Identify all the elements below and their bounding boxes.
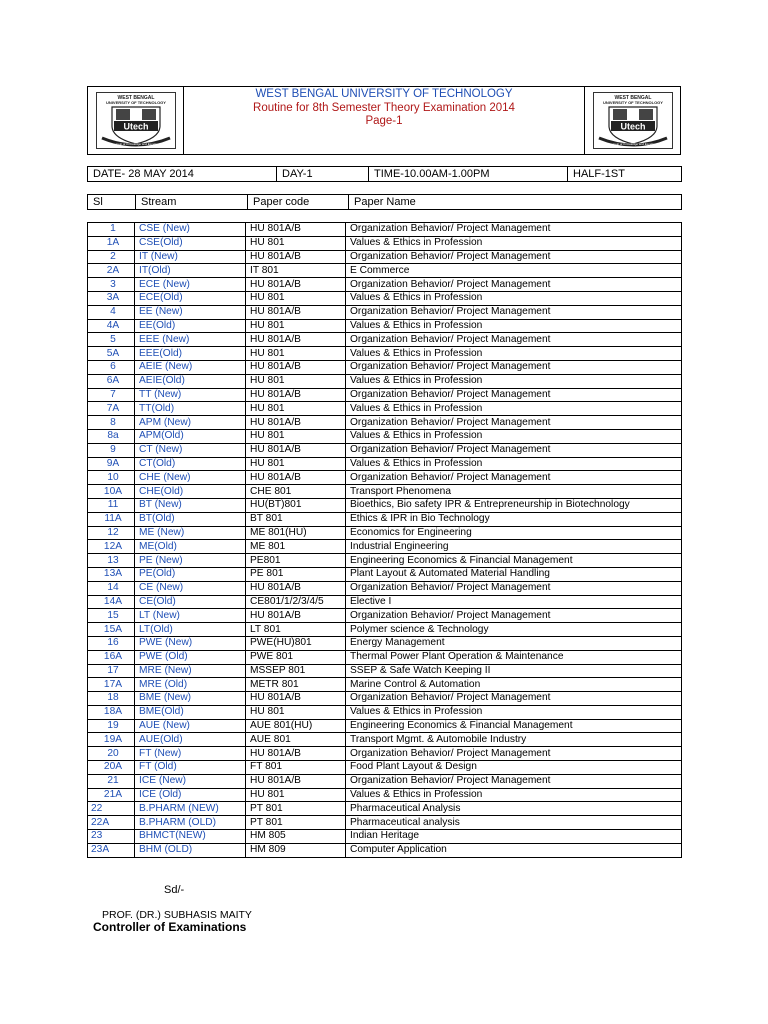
row-paper-name-cell: Transport Mgmt. & Automobile Industry bbox=[346, 733, 682, 747]
row-paper-code-cell: MSSEP 801 bbox=[246, 664, 346, 678]
row-paper-name-cell: Organization Behavior/ Project Management bbox=[346, 443, 682, 457]
row-stream-cell: IT(Old) bbox=[135, 264, 246, 278]
exam-date: DATE- 28 MAY 2014 bbox=[88, 167, 277, 182]
row-sl-cell: 20 bbox=[88, 747, 135, 761]
column-header-table bbox=[87, 194, 682, 210]
table-row bbox=[88, 291, 682, 305]
row-paper-name-cell: Plant Layout & Automated Material Handling bbox=[346, 567, 682, 581]
row-paper-name-cell: Values & Ethics in Profession bbox=[346, 236, 682, 250]
row-paper-code-cell: FT 801 bbox=[246, 761, 346, 775]
table-row bbox=[88, 388, 682, 402]
row-sl-cell: 23 bbox=[88, 830, 135, 844]
row-sl-cell: 18A bbox=[88, 705, 135, 719]
row-paper-name-cell: Organization Behavior/ Project Management bbox=[346, 278, 682, 292]
row-stream-cell: PE(Old) bbox=[135, 567, 246, 581]
row-sl-cell: 2 bbox=[88, 250, 135, 264]
row-stream-cell: CHE(Old) bbox=[135, 485, 246, 499]
row-stream-cell: PWE (Old) bbox=[135, 650, 246, 664]
row-paper-code-cell: HU 801A/B bbox=[246, 471, 346, 485]
schedule-table bbox=[87, 222, 682, 858]
row-stream-cell: AUE (New) bbox=[135, 719, 246, 733]
logo-top-text: WEST BENGAL bbox=[117, 95, 155, 101]
table-row bbox=[88, 347, 682, 361]
row-paper-code-cell: HU 801A/B bbox=[246, 388, 346, 402]
row-paper-name-cell: SSEP & Safe Watch Keeping II bbox=[346, 664, 682, 678]
row-paper-code-cell: HU 801 bbox=[246, 319, 346, 333]
table-row bbox=[88, 236, 682, 250]
row-stream-cell: PE (New) bbox=[135, 554, 246, 568]
row-stream-cell: BT(Old) bbox=[135, 512, 246, 526]
row-stream-cell: FT (Old) bbox=[135, 761, 246, 775]
row-sl-cell: 12A bbox=[88, 540, 135, 554]
row-sl-cell: 5A bbox=[88, 347, 135, 361]
row-stream-cell: FT (New) bbox=[135, 747, 246, 761]
row-stream-cell: BHMCT(NEW) bbox=[135, 830, 246, 844]
row-stream-cell: EEE(Old) bbox=[135, 347, 246, 361]
row-sl-cell: 18 bbox=[88, 692, 135, 706]
row-paper-name-cell: Thermal Power Plant Operation & Maintenance bbox=[346, 650, 682, 664]
table-row bbox=[88, 554, 682, 568]
row-paper-name-cell: Marine Control & Automation bbox=[346, 678, 682, 692]
row-sl-cell: 2A bbox=[88, 264, 135, 278]
exam-day: DAY-1 bbox=[277, 167, 369, 182]
table-row bbox=[88, 305, 682, 319]
row-stream-cell: CE (New) bbox=[135, 581, 246, 595]
row-sl-cell: 19A bbox=[88, 733, 135, 747]
row-paper-code-cell: PE 801 bbox=[246, 567, 346, 581]
row-paper-name-cell: Organization Behavior/ Project Management bbox=[346, 747, 682, 761]
row-paper-code-cell: HU 801 bbox=[246, 457, 346, 471]
row-sl-cell: 1A bbox=[88, 236, 135, 250]
col-header-name: Paper Name bbox=[349, 195, 682, 210]
logo-cell-left bbox=[88, 87, 184, 154]
col-header-stream: Stream bbox=[136, 195, 248, 210]
row-paper-name-cell: Organization Behavior/ Project Management bbox=[346, 223, 682, 237]
row-stream-cell: APM (New) bbox=[135, 416, 246, 430]
row-paper-name-cell: Values & Ethics in Profession bbox=[346, 347, 682, 361]
row-stream-cell: CE(Old) bbox=[135, 595, 246, 609]
row-paper-code-cell: HU 801A/B bbox=[246, 443, 346, 457]
row-paper-name-cell: Values & Ethics in Profession bbox=[346, 402, 682, 416]
row-paper-name-cell: Computer Application bbox=[346, 843, 682, 857]
row-stream-cell: ME (New) bbox=[135, 526, 246, 540]
row-paper-name-cell: Food Plant Layout & Design bbox=[346, 761, 682, 775]
table-row bbox=[88, 223, 682, 237]
row-paper-code-cell: HU 801A/B bbox=[246, 223, 346, 237]
row-paper-code-cell: HU 801 bbox=[246, 236, 346, 250]
table-row bbox=[88, 319, 682, 333]
row-stream-cell: AUE(Old) bbox=[135, 733, 246, 747]
row-stream-cell: IT (New) bbox=[135, 250, 246, 264]
row-paper-name-cell: Energy Management bbox=[346, 636, 682, 650]
row-paper-code-cell: CHE 801 bbox=[246, 485, 346, 499]
row-sl-cell: 8a bbox=[88, 429, 135, 443]
row-paper-code-cell: HU 801 bbox=[246, 705, 346, 719]
row-paper-code-cell: HU 801A/B bbox=[246, 360, 346, 374]
row-sl-cell: 12 bbox=[88, 526, 135, 540]
row-paper-name-cell: Indian Heritage bbox=[346, 830, 682, 844]
row-stream-cell: ECE(Old) bbox=[135, 291, 246, 305]
row-sl-cell: 16 bbox=[88, 636, 135, 650]
row-stream-cell: APM(Old) bbox=[135, 429, 246, 443]
row-sl-cell: 17A bbox=[88, 678, 135, 692]
row-sl-cell: 13A bbox=[88, 567, 135, 581]
row-stream-cell: CHE (New) bbox=[135, 471, 246, 485]
row-sl-cell: 6A bbox=[88, 374, 135, 388]
row-stream-cell: BHM (OLD) bbox=[135, 843, 246, 857]
row-sl-cell: 9 bbox=[88, 443, 135, 457]
table-row bbox=[88, 636, 682, 650]
table-row bbox=[88, 747, 682, 761]
row-stream-cell: LT(Old) bbox=[135, 623, 246, 637]
row-stream-cell: AEIE(Old) bbox=[135, 374, 246, 388]
col-header-sl: Sl bbox=[88, 195, 136, 210]
row-sl-cell: 21A bbox=[88, 788, 135, 802]
row-sl-cell: 9A bbox=[88, 457, 135, 471]
row-paper-code-cell: HU(BT)801 bbox=[246, 498, 346, 512]
row-paper-name-cell: Industrial Engineering bbox=[346, 540, 682, 554]
university-name: WEST BENGAL UNIVERSITY OF TECHNOLOGY bbox=[255, 88, 513, 100]
row-stream-cell: ICE (New) bbox=[135, 774, 246, 788]
row-paper-name-cell: Organization Behavior/ Project Management bbox=[346, 360, 682, 374]
table-row bbox=[88, 830, 682, 844]
row-sl-cell: 23A bbox=[88, 843, 135, 857]
row-paper-code-cell: PT 801 bbox=[246, 816, 346, 830]
row-paper-code-cell: HU 801A/B bbox=[246, 305, 346, 319]
row-stream-cell: TT (New) bbox=[135, 388, 246, 402]
row-paper-code-cell: HU 801A/B bbox=[246, 747, 346, 761]
row-sl-cell: 11A bbox=[88, 512, 135, 526]
header-text-block bbox=[184, 88, 584, 129]
row-paper-code-cell: PWE(HU)801 bbox=[246, 636, 346, 650]
table-row bbox=[88, 581, 682, 595]
row-paper-name-cell: Organization Behavior/ Project Management bbox=[346, 388, 682, 402]
table-row bbox=[88, 333, 682, 347]
table-row bbox=[88, 526, 682, 540]
row-paper-code-cell: ME 801 bbox=[246, 540, 346, 554]
table-row bbox=[88, 471, 682, 485]
logo-cell-right bbox=[584, 87, 680, 154]
row-paper-name-cell: Pharmaceutical Analysis bbox=[346, 802, 682, 816]
row-stream-cell: MRE (New) bbox=[135, 664, 246, 678]
row-paper-code-cell: METR 801 bbox=[246, 678, 346, 692]
row-sl-cell: 21 bbox=[88, 774, 135, 788]
table-row bbox=[88, 485, 682, 499]
row-paper-code-cell: BT 801 bbox=[246, 512, 346, 526]
logo-top-text: WEST BENGAL bbox=[614, 95, 652, 101]
row-paper-code-cell: HU 801A/B bbox=[246, 774, 346, 788]
row-paper-name-cell: Values & Ethics in Profession bbox=[346, 429, 682, 443]
row-paper-code-cell: IT 801 bbox=[246, 264, 346, 278]
row-sl-cell: 17 bbox=[88, 664, 135, 678]
row-paper-code-cell: HU 801A/B bbox=[246, 416, 346, 430]
row-paper-name-cell: Organization Behavior/ Project Management bbox=[346, 416, 682, 430]
table-row bbox=[88, 816, 682, 830]
row-paper-code-cell: HU 801 bbox=[246, 788, 346, 802]
header-box bbox=[87, 86, 681, 155]
row-paper-name-cell: Ethics & IPR in Bio Technology bbox=[346, 512, 682, 526]
row-stream-cell: BME (New) bbox=[135, 692, 246, 706]
row-paper-name-cell: Organization Behavior/ Project Management bbox=[346, 333, 682, 347]
row-paper-code-cell: HU 801 bbox=[246, 291, 346, 305]
row-stream-cell: MRE (Old) bbox=[135, 678, 246, 692]
row-paper-name-cell: Transport Phenomena bbox=[346, 485, 682, 499]
row-paper-name-cell: Organization Behavior/ Project Management bbox=[346, 471, 682, 485]
row-sl-cell: 19 bbox=[88, 719, 135, 733]
row-paper-code-cell: HU 801 bbox=[246, 429, 346, 443]
row-sl-cell: 14 bbox=[88, 581, 135, 595]
row-paper-name-cell: Polymer science & Technology bbox=[346, 623, 682, 637]
row-paper-code-cell: LT 801 bbox=[246, 623, 346, 637]
row-paper-code-cell: PWE 801 bbox=[246, 650, 346, 664]
row-paper-code-cell: HU 801A/B bbox=[246, 692, 346, 706]
row-paper-name-cell: Elective I bbox=[346, 595, 682, 609]
table-row bbox=[88, 843, 682, 857]
row-sl-cell: 3 bbox=[88, 278, 135, 292]
row-stream-cell: BT (New) bbox=[135, 498, 246, 512]
table-row bbox=[88, 250, 682, 264]
routine-title: Routine for 8th Semester Theory Examination 2014 bbox=[253, 101, 515, 114]
table-row bbox=[88, 278, 682, 292]
row-paper-name-cell: Economics for Engineering bbox=[346, 526, 682, 540]
logo-motto-text: In pursuit of Knowledge and Excellence bbox=[606, 142, 660, 146]
row-stream-cell: B.PHARM (NEW) bbox=[135, 802, 246, 816]
table-row bbox=[88, 719, 682, 733]
row-stream-cell: ICE (Old) bbox=[135, 788, 246, 802]
row-paper-name-cell: Values & Ethics in Profession bbox=[346, 457, 682, 471]
row-stream-cell: CSE (New) bbox=[135, 223, 246, 237]
table-row bbox=[88, 705, 682, 719]
signatory-name: PROF. (DR.) SUBHASIS MAITY bbox=[102, 909, 252, 921]
row-stream-cell: TT(Old) bbox=[135, 402, 246, 416]
row-stream-cell: ECE (New) bbox=[135, 278, 246, 292]
row-stream-cell: CT(Old) bbox=[135, 457, 246, 471]
table-row bbox=[88, 264, 682, 278]
logo-brand-text: Utech bbox=[620, 121, 646, 132]
row-sl-cell: 14A bbox=[88, 595, 135, 609]
table-row bbox=[88, 609, 682, 623]
row-sl-cell: 22 bbox=[88, 802, 135, 816]
row-sl-cell: 10A bbox=[88, 485, 135, 499]
table-row bbox=[88, 429, 682, 443]
row-paper-code-cell: HU 801 bbox=[246, 347, 346, 361]
row-sl-cell: 4A bbox=[88, 319, 135, 333]
row-paper-code-cell: HM 805 bbox=[246, 830, 346, 844]
row-paper-name-cell: Organization Behavior/ Project Management bbox=[346, 305, 682, 319]
row-stream-cell: EE(Old) bbox=[135, 319, 246, 333]
row-sl-cell: 22A bbox=[88, 816, 135, 830]
table-row bbox=[88, 650, 682, 664]
row-paper-name-cell: Organization Behavior/ Project Management bbox=[346, 581, 682, 595]
table-row bbox=[88, 623, 682, 637]
row-sl-cell: 1 bbox=[88, 223, 135, 237]
row-sl-cell: 20A bbox=[88, 761, 135, 775]
row-paper-code-cell: HU 801A/B bbox=[246, 581, 346, 595]
row-paper-code-cell: HU 801 bbox=[246, 374, 346, 388]
row-paper-name-cell: Organization Behavior/ Project Management bbox=[346, 250, 682, 264]
table-row bbox=[88, 443, 682, 457]
row-sl-cell: 15 bbox=[88, 609, 135, 623]
col-header-code: Paper code bbox=[248, 195, 349, 210]
row-stream-cell: B.PHARM (OLD) bbox=[135, 816, 246, 830]
table-row bbox=[88, 761, 682, 775]
page-number: Page-1 bbox=[365, 115, 403, 127]
table-row bbox=[88, 802, 682, 816]
exam-info-row bbox=[88, 167, 682, 182]
row-sl-cell: 8 bbox=[88, 416, 135, 430]
table-row bbox=[88, 498, 682, 512]
row-paper-name-cell: Engineering Economics & Financial Management bbox=[346, 554, 682, 568]
row-stream-cell: EE (New) bbox=[135, 305, 246, 319]
logo-motto-text: In pursuit of Knowledge and Excellence bbox=[109, 142, 163, 146]
row-sl-cell: 5 bbox=[88, 333, 135, 347]
table-row bbox=[88, 540, 682, 554]
column-header-row bbox=[88, 195, 682, 210]
row-paper-name-cell: Bioethics, Bio safety IPR & Entrepreneurship in Biotechnology bbox=[346, 498, 682, 512]
row-paper-name-cell: Values & Ethics in Profession bbox=[346, 374, 682, 388]
row-paper-name-cell: Values & Ethics in Profession bbox=[346, 705, 682, 719]
table-row bbox=[88, 402, 682, 416]
row-sl-cell: 3A bbox=[88, 291, 135, 305]
row-stream-cell: CT (New) bbox=[135, 443, 246, 457]
table-row bbox=[88, 457, 682, 471]
row-paper-code-cell: AUE 801 bbox=[246, 733, 346, 747]
row-sl-cell: 11 bbox=[88, 498, 135, 512]
row-paper-code-cell: PE801 bbox=[246, 554, 346, 568]
exam-time: TIME-10.00AM-1.00PM bbox=[369, 167, 568, 182]
table-row bbox=[88, 595, 682, 609]
row-stream-cell: AEIE (New) bbox=[135, 360, 246, 374]
schedule-body bbox=[88, 223, 682, 858]
table-row bbox=[88, 374, 682, 388]
row-paper-code-cell: AUE 801(HU) bbox=[246, 719, 346, 733]
table-row bbox=[88, 788, 682, 802]
row-paper-name-cell: E Commerce bbox=[346, 264, 682, 278]
university-crest-icon bbox=[593, 92, 673, 149]
table-row bbox=[88, 733, 682, 747]
row-paper-code-cell: CE801/1/2/3/4/5 bbox=[246, 595, 346, 609]
table-row bbox=[88, 774, 682, 788]
exam-half: HALF-1ST bbox=[568, 167, 682, 182]
row-paper-name-cell: Organization Behavior/ Project Management bbox=[346, 609, 682, 623]
row-stream-cell: BME(Old) bbox=[135, 705, 246, 719]
exam-info-table bbox=[87, 166, 682, 182]
row-paper-name-cell: Pharmaceutical analysis bbox=[346, 816, 682, 830]
row-paper-code-cell: PT 801 bbox=[246, 802, 346, 816]
signature-sd: Sd/- bbox=[164, 884, 185, 896]
row-paper-code-cell: HU 801 bbox=[246, 402, 346, 416]
university-crest-icon bbox=[96, 92, 176, 149]
row-paper-code-cell: HU 801A/B bbox=[246, 609, 346, 623]
row-paper-name-cell: Values & Ethics in Profession bbox=[346, 319, 682, 333]
row-paper-name-cell: Organization Behavior/ Project Management bbox=[346, 692, 682, 706]
logo-sub-text: UNIVERSITY OF TECHNOLOGY bbox=[603, 100, 663, 105]
row-sl-cell: 13 bbox=[88, 554, 135, 568]
row-paper-code-cell: ME 801(HU) bbox=[246, 526, 346, 540]
row-stream-cell: LT (New) bbox=[135, 609, 246, 623]
row-stream-cell: EEE (New) bbox=[135, 333, 246, 347]
row-sl-cell: 10 bbox=[88, 471, 135, 485]
table-row bbox=[88, 678, 682, 692]
table-row bbox=[88, 416, 682, 430]
row-paper-code-cell: HU 801A/B bbox=[246, 278, 346, 292]
row-sl-cell: 6 bbox=[88, 360, 135, 374]
logo-sub-text: UNIVERSITY OF TECHNOLOGY bbox=[106, 100, 166, 105]
row-stream-cell: PWE (New) bbox=[135, 636, 246, 650]
row-sl-cell: 7A bbox=[88, 402, 135, 416]
logo-brand-text: Utech bbox=[123, 121, 149, 132]
table-row bbox=[88, 692, 682, 706]
table-row bbox=[88, 360, 682, 374]
row-paper-code-cell: HM 809 bbox=[246, 843, 346, 857]
row-sl-cell: 4 bbox=[88, 305, 135, 319]
row-sl-cell: 15A bbox=[88, 623, 135, 637]
row-paper-name-cell: Organization Behavior/ Project Management bbox=[346, 774, 682, 788]
row-paper-name-cell: Values & Ethics in Profession bbox=[346, 291, 682, 305]
row-paper-code-cell: HU 801A/B bbox=[246, 333, 346, 347]
row-sl-cell: 16A bbox=[88, 650, 135, 664]
signatory-title: Controller of Examinations bbox=[93, 920, 247, 934]
row-paper-name-cell: Values & Ethics in Profession bbox=[346, 788, 682, 802]
row-paper-name-cell: Engineering Economics & Financial Management bbox=[346, 719, 682, 733]
table-row bbox=[88, 567, 682, 581]
row-paper-code-cell: HU 801A/B bbox=[246, 250, 346, 264]
row-stream-cell: ME(Old) bbox=[135, 540, 246, 554]
row-stream-cell: CSE(Old) bbox=[135, 236, 246, 250]
table-row bbox=[88, 512, 682, 526]
row-sl-cell: 7 bbox=[88, 388, 135, 402]
table-row bbox=[88, 664, 682, 678]
